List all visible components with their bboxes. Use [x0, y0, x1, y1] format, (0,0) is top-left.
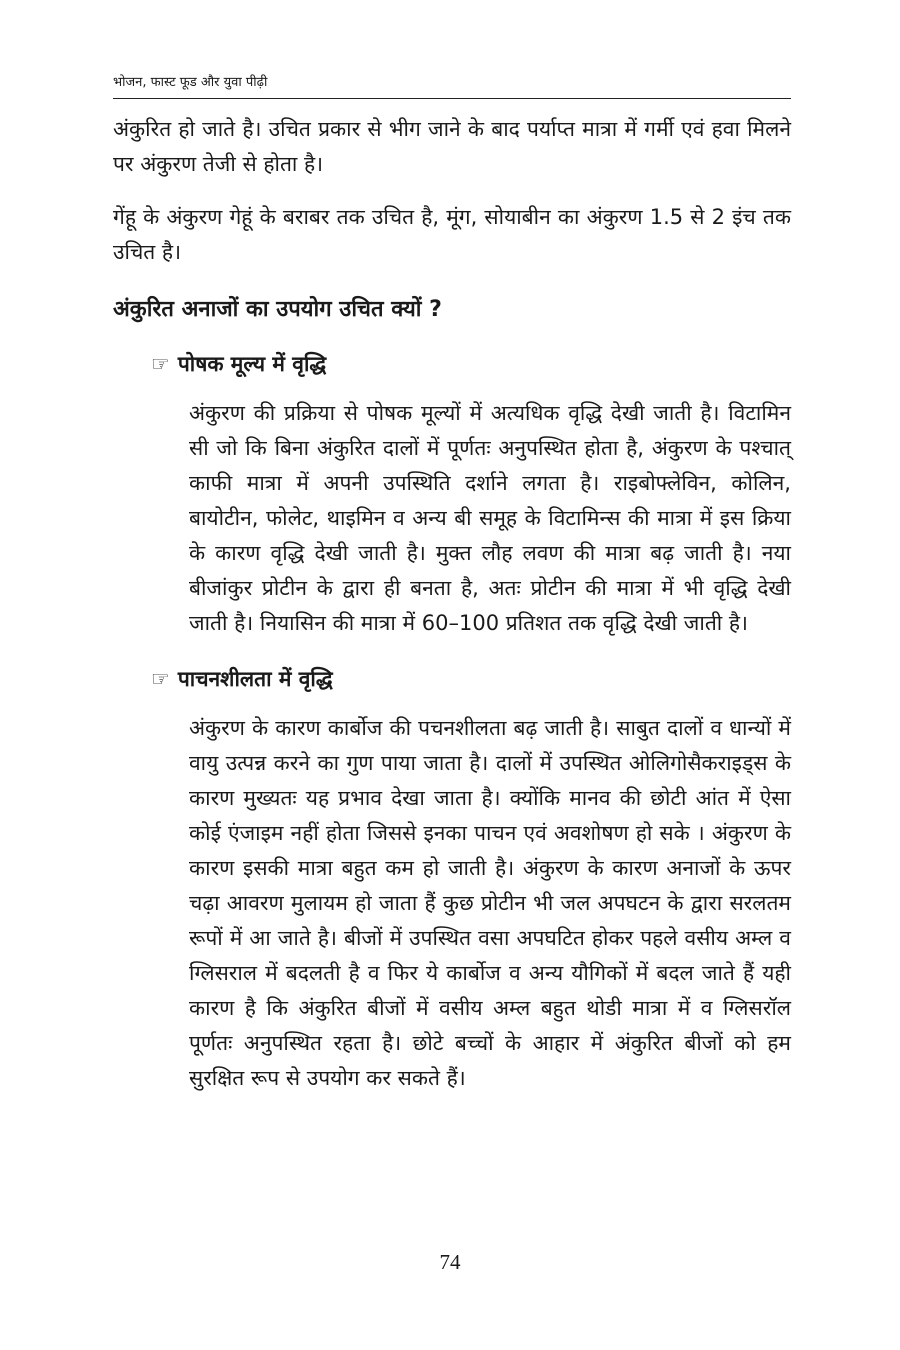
intro-paragraph-1: अंकुरित हो जाते है। उचित प्रकार से भीग जाने के बाद पर्याप्त मात्रा में गर्मी एवं हवा मिलने पर अंकुरण तेजी से होता है।: [113, 117, 791, 176]
subsection-body: अंकुरण के कारण कार्बोज की पचनशीलता बढ़ जाती है। साबुत दालों व धान्यों में वायु उत्पन्न करने का गुण पाया जाता है। दालों में उपस्थित ओलिगोसैकराइड्स के कारण मुख्यतः यह प्रभाव देखा जाता है। क्योंकि मानव की छोटी आंत में ऐसा कोई एंजाइम नहीं होता जिससे इनका पाचन एवं अवशोषण हो सके । अंकुरण के कारण इसकी मात्रा बहुत कम हो जाती है। अंकुरण के कारण अनाजों के ऊपर चढ़ा आवरण मुलायम हो जाता हैं कुछ प्रोटीन भी जल अपघटन के द्वारा सरलतम रूपों में आ जाते है। बीजों में उपस्थित वसा अपघटित होकर पहले वसीय अम्ल व ग्लिसराल में बदलती है व फिर ये कार्बोज व अन्य यौगिकों में बदल जाते हैं यही कारण है कि अंकुरित बीजों में वसीय अम्ल बहुत थोडी मात्रा में व ग्लिसरॉल पूर्णतः अनुपस्थित रहता है। छोटे बच्चों के आहार में अंकुरित बीजों को हम सुरक्षित रूप से उपयोग कर सकते हैं।: [189, 716, 791, 1090]
running-header: भोजन, फास्ट फूड और युवा पीढ़ी: [113, 74, 791, 99]
subsection-nutritive-value: [151, 348, 791, 641]
pointing-hand-icon: ☞: [151, 352, 170, 376]
intro-paragraph-2: गेंहू के अंकुरण गेहूं के बराबर तक उचित है, मूंग, सोयाबीन का अंकुरण 1.5 से 2 इंच तक उचित है।: [113, 205, 791, 264]
subsection-heading: [151, 663, 791, 695]
page-number: 74: [439, 1250, 461, 1274]
subsection-title: पोषक मूल्य में वृद्धि: [177, 352, 327, 376]
page-content: [113, 112, 791, 1096]
subsection-digestibility: [151, 663, 791, 1096]
subsection-title: पाचनशीलता में वृद्धि: [177, 667, 333, 691]
pointing-hand-icon: ☞: [151, 667, 170, 691]
subsection-heading: [151, 348, 791, 380]
section-heading: अंकुरित अनाजों का उपयोग उचित क्यों ?: [113, 297, 442, 322]
subsection-body: अंकुरण की प्रक्रिया से पोषक मूल्यों में अत्यधिक वृद्धि देखी जाती है। विटामिन सी जो कि बिना अंकुरित दालों में पूर्णतः अनुपस्थित होता है, अंकुरण के पश्चात् काफी मात्रा में अपनी उपस्थिति दर्शाने लगता है। राइबोफ्लेविन, कोलिन, बायोटीन, फोलेट, थाइमिन व अन्य बी समूह के विटामिन्स की मात्रा में इस क्रिया के कारण वृद्धि देखी जाती है। मुक्त लौह लवण की मात्रा बढ़ जाती है। नया बीजांकुर प्रोटीन के द्वारा ही बनता है, अतः प्रोटीन की मात्रा में भी वृद्धि देखी जाती है। नियासिन की मात्रा में 60–100 प्रतिशत तक वृद्धि देखी जाती है।: [189, 401, 791, 635]
